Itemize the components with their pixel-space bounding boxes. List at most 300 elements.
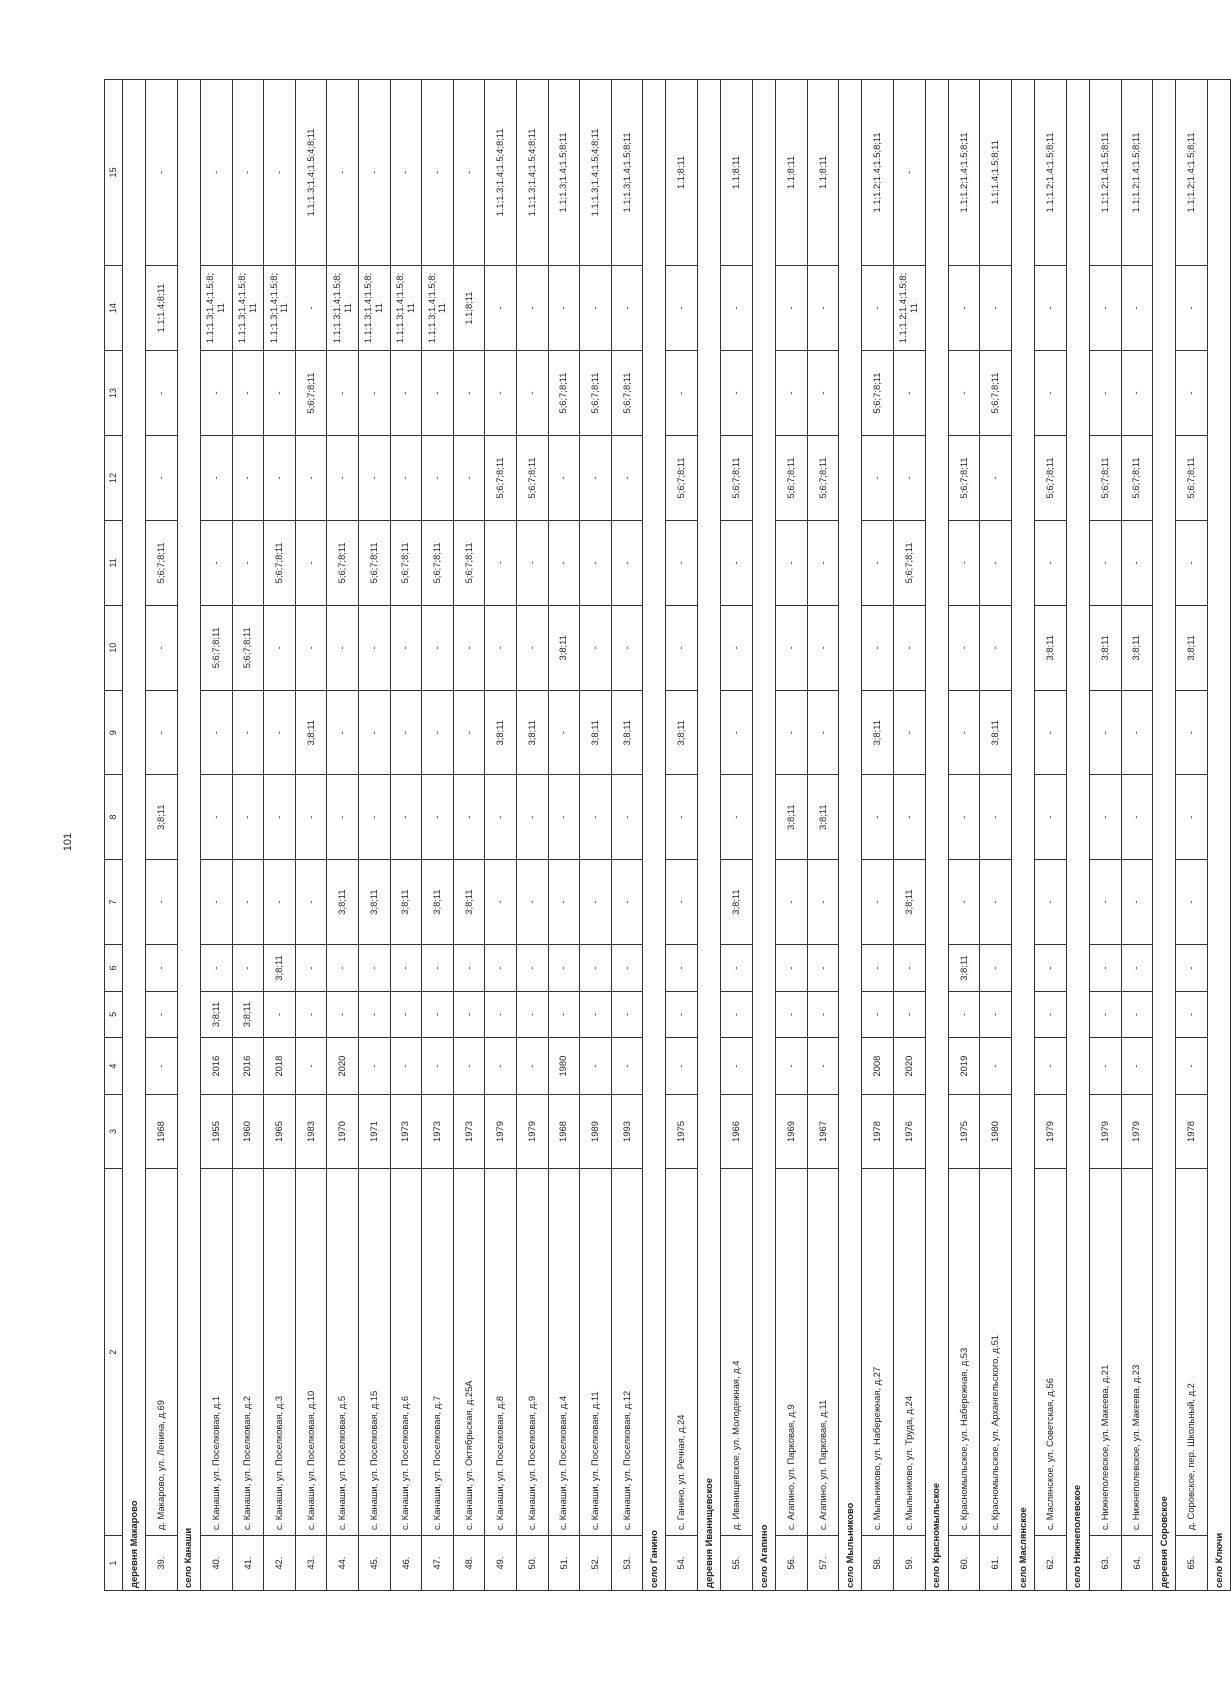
table-cell: 3;8;11	[611, 691, 643, 775]
settlement-name: село Канаши	[177, 80, 200, 1591]
table-cell: 1.1;1.2;1.4;1.5;8;11	[1121, 80, 1153, 266]
table-cell: 1.1;1.3;1.4;1.5;8;11	[611, 80, 643, 266]
settlement-group-row	[1153, 80, 1176, 1591]
table-cell: -	[1121, 859, 1153, 944]
table-cell: 1979	[1035, 1095, 1067, 1169]
address-cell: с. Канаши, ул. Октябрьская, д.25А	[453, 1168, 485, 1535]
table-cell: -	[776, 265, 808, 350]
row-number: 39.	[146, 1536, 178, 1591]
table-cell: 1968	[548, 1095, 580, 1169]
table-cell: 3;8;11	[666, 691, 698, 775]
table-cell: -	[146, 435, 178, 520]
table-cell: 5;6;7;8;11	[295, 351, 327, 435]
table-cell: -	[516, 265, 548, 350]
table-cell: -	[980, 945, 1012, 991]
table-cell: 5;6;7;8;11	[1121, 435, 1153, 520]
table-cell: -	[611, 775, 643, 859]
table-cell: -	[200, 945, 232, 991]
table-cell: -	[264, 80, 296, 266]
table-cell: -	[807, 521, 839, 605]
column-header: 1	[105, 1536, 123, 1591]
table-cell: -	[146, 691, 178, 775]
table-cell: 5;6;7;8;11	[485, 435, 517, 520]
table-cell: -	[980, 859, 1012, 944]
table-cell: -	[146, 945, 178, 991]
table-cell: 2008	[862, 1038, 894, 1095]
row-number: 62.	[1035, 1536, 1067, 1591]
table-cell: -	[611, 435, 643, 520]
table-cell: 5;6;7;8;11	[453, 521, 485, 605]
table-cell: -	[980, 521, 1012, 605]
table-cell: -	[1035, 265, 1067, 350]
table-cell: -	[894, 775, 926, 859]
table-cell: -	[894, 80, 926, 266]
table-cell: 1976	[894, 1095, 926, 1169]
settlement-group-row	[752, 80, 775, 1591]
table-cell: 1.1;1.3;1.4;1.5;8; 11	[422, 265, 454, 350]
table-row	[485, 80, 517, 1591]
table-cell: -	[1089, 521, 1121, 605]
table-cell: 1973	[422, 1095, 454, 1169]
table-cell: 3;8;11	[948, 945, 980, 991]
table-cell: 1967	[807, 1095, 839, 1169]
table-cell: -	[516, 859, 548, 944]
table-cell: -	[980, 991, 1012, 1037]
row-number: 50.	[516, 1536, 548, 1591]
table-cell: 1979	[516, 1095, 548, 1169]
table-cell: -	[232, 521, 264, 605]
settlement-group-row	[698, 80, 721, 1591]
table-cell: -	[580, 945, 612, 991]
row-number: 57.	[807, 1536, 839, 1591]
table-cell: -	[516, 351, 548, 435]
table-cell: -	[894, 991, 926, 1037]
table-cell: 1.1;1.2;1.4;1.5;8;11	[1176, 80, 1208, 266]
table-cell: 3;8;11	[390, 859, 422, 944]
table-cell: -	[666, 859, 698, 944]
table-cell: 1.1;1.2;1.4;1.5;8;11	[1035, 80, 1067, 266]
table-cell: -	[1176, 859, 1208, 944]
table-row	[807, 80, 839, 1591]
row-number: 45.	[358, 1536, 390, 1591]
address-cell: с. Мыльниково, ул. Набережная, д.27	[862, 1168, 894, 1535]
row-number: 47.	[422, 1536, 454, 1591]
table-cell: 1.1;1.3;1.4;1.5;4;8;11	[295, 80, 327, 266]
table-row	[611, 80, 643, 1591]
table-cell: -	[721, 265, 753, 350]
table-cell: -	[453, 1038, 485, 1095]
table-cell: 1979	[1089, 1095, 1121, 1169]
table-cell: -	[580, 859, 612, 944]
table-cell: -	[548, 691, 580, 775]
table-cell: 5;6;7;8;11	[327, 521, 359, 605]
table-cell: 3;8;11	[327, 859, 359, 944]
column-header: 15	[105, 80, 123, 266]
table-cell: -	[1089, 265, 1121, 350]
table-cell: 1968	[146, 1095, 178, 1169]
table-cell: -	[485, 945, 517, 991]
table-cell: -	[948, 521, 980, 605]
table-cell: -	[146, 351, 178, 435]
settlement-group-row	[123, 80, 146, 1591]
table-cell: -	[580, 775, 612, 859]
table-cell: -	[666, 605, 698, 690]
table-cell: -	[232, 80, 264, 266]
address-cell: с. Канаши, ул. Поселковая, д.10	[295, 1168, 327, 1535]
settlement-group-row	[643, 80, 666, 1591]
table-cell: -	[1035, 521, 1067, 605]
table-cell: 1970	[327, 1095, 359, 1169]
address-cell: с. Красномыльское, ул. Набережная, д.53	[948, 1168, 980, 1535]
table-cell: -	[721, 691, 753, 775]
table-cell: -	[807, 265, 839, 350]
table-cell: 3;8;11	[1035, 605, 1067, 690]
column-header: 12	[105, 435, 123, 520]
table-cell: -	[548, 265, 580, 350]
settlement-group-row	[1207, 80, 1230, 1591]
row-number: 48.	[453, 1536, 485, 1591]
column-header: 6	[105, 945, 123, 991]
table-cell: -	[611, 859, 643, 944]
table-cell: -	[1035, 775, 1067, 859]
table-cell: 1.1;1.3;1.4;1.5;4;8;11	[580, 80, 612, 266]
table-cell: 3;8;11	[721, 859, 753, 944]
row-number: 44.	[327, 1536, 359, 1591]
table-cell: -	[390, 945, 422, 991]
table-cell: -	[1176, 521, 1208, 605]
address-cell: с. Красномыльское, ул. Архангельского, д.51	[980, 1168, 1012, 1535]
column-header: 8	[105, 775, 123, 859]
column-header: 9	[105, 691, 123, 775]
column-header: 4	[105, 1038, 123, 1095]
row-number: 46.	[390, 1536, 422, 1591]
table-cell: 1979	[1121, 1095, 1153, 1169]
table-cell: -	[146, 859, 178, 944]
table-cell: 5;6;7;8;11	[580, 351, 612, 435]
table-cell: -	[611, 945, 643, 991]
table-cell: 1.1;1.3;1.4;1.5;8; 11	[232, 265, 264, 350]
row-number: 65.	[1176, 1536, 1208, 1591]
table-cell: 3;8;11	[1121, 605, 1153, 690]
table-cell: -	[453, 991, 485, 1037]
table-cell: -	[264, 691, 296, 775]
table-cell: -	[390, 435, 422, 520]
table-cell: -	[611, 1038, 643, 1095]
table-cell: -	[232, 351, 264, 435]
table-cell: -	[611, 521, 643, 605]
table-cell: -	[548, 991, 580, 1037]
table-cell: 2016	[200, 1038, 232, 1095]
table-cell: -	[327, 775, 359, 859]
table-cell: 2018	[264, 1038, 296, 1095]
table-cell: -	[1176, 691, 1208, 775]
table-cell: 5;6;7;8;11	[146, 521, 178, 605]
table-row	[721, 80, 753, 1591]
table-cell: -	[422, 991, 454, 1037]
row-number: 40.	[200, 1536, 232, 1591]
table-row	[453, 80, 485, 1591]
table-cell: -	[1121, 351, 1153, 435]
address-cell: д. Иванищевское, ул. Молодежная, д.4	[721, 1168, 753, 1535]
table-cell: -	[327, 991, 359, 1037]
table-cell: -	[548, 775, 580, 859]
table-cell: -	[485, 605, 517, 690]
table-cell: -	[327, 435, 359, 520]
table-cell: -	[146, 605, 178, 690]
table-cell: 5;6;7;8;11	[390, 521, 422, 605]
table-cell: -	[862, 605, 894, 690]
table-cell: -	[295, 1038, 327, 1095]
table-cell: -	[390, 80, 422, 266]
table-cell: -	[580, 265, 612, 350]
table-cell: -	[264, 991, 296, 1037]
table-cell: -	[580, 605, 612, 690]
table-cell: -	[948, 691, 980, 775]
table-cell: -	[1089, 991, 1121, 1037]
table-cell: 5;6;7;8;11	[200, 605, 232, 690]
table-cell: -	[1089, 1038, 1121, 1095]
table-cell: 1.1;1.2;1.4;1.5;8;11	[862, 80, 894, 266]
table-cell: -	[295, 605, 327, 690]
table-cell: -	[358, 945, 390, 991]
table-cell: 3;8;11	[807, 775, 839, 859]
table-cell: -	[666, 945, 698, 991]
table-body	[105, 80, 1231, 1591]
table-cell: -	[721, 351, 753, 435]
table-cell: -	[1035, 691, 1067, 775]
table-cell: -	[1121, 691, 1153, 775]
table-cell: -	[390, 351, 422, 435]
table-cell: 1.1;1.3;1.4;1.5;8; 11	[327, 265, 359, 350]
table-cell: -	[200, 435, 232, 520]
table-cell: -	[666, 1038, 698, 1095]
table-cell: 1.1;8;11	[721, 80, 753, 266]
table-cell: -	[295, 521, 327, 605]
table-cell: -	[200, 859, 232, 944]
table-cell: 3;8;11	[200, 991, 232, 1037]
table-cell: -	[1176, 991, 1208, 1037]
table-cell: -	[390, 991, 422, 1037]
table-row	[1176, 80, 1208, 1591]
address-cell: с. Канаши, ул. Поселковая, д.4	[548, 1168, 580, 1535]
table-cell: -	[1121, 265, 1153, 350]
table-cell: 3;8;11	[264, 945, 296, 991]
address-cell: с. Агапино, ул. Парковая, д.9	[776, 1168, 808, 1535]
table-cell: -	[358, 80, 390, 266]
table-cell: -	[862, 521, 894, 605]
table-cell: -	[611, 991, 643, 1037]
settlement-name: село Агапино	[752, 80, 775, 1591]
table-cell: -	[422, 775, 454, 859]
table-cell: 5;6;7;8;11	[358, 521, 390, 605]
table-cell: -	[862, 945, 894, 991]
address-cell: с. Канаши, ул. Поселковая, д.15	[358, 1168, 390, 1535]
table-cell: -	[1176, 351, 1208, 435]
table-cell: -	[948, 859, 980, 944]
table-cell: -	[1176, 775, 1208, 859]
column-header: 11	[105, 521, 123, 605]
table-cell: -	[862, 775, 894, 859]
table-cell: -	[807, 1038, 839, 1095]
table-cell: -	[948, 775, 980, 859]
table-cell: -	[776, 991, 808, 1037]
table-cell: -	[721, 521, 753, 605]
table-cell: -	[422, 351, 454, 435]
address-cell: с. Маслянское, ул. Советская, д.56	[1035, 1168, 1067, 1535]
row-number: 52.	[580, 1536, 612, 1591]
table-cell: 3;8;11	[358, 859, 390, 944]
table-cell: -	[295, 945, 327, 991]
table-cell: -	[358, 991, 390, 1037]
table-cell: 3;8;11	[980, 691, 1012, 775]
table-cell: -	[200, 351, 232, 435]
table-cell: -	[776, 351, 808, 435]
table-cell: -	[453, 691, 485, 775]
table-cell: -	[516, 521, 548, 605]
address-cell: с. Канаши, ул. Поселковая, д.2	[232, 1168, 264, 1535]
table-cell: 1.1;8;11	[666, 80, 698, 266]
table-cell: -	[453, 351, 485, 435]
table-cell: -	[807, 605, 839, 690]
table-cell: 5;6;7;8;11	[948, 435, 980, 520]
table-cell: 5;6;7;8;11	[721, 435, 753, 520]
table-cell: -	[422, 945, 454, 991]
table-cell: 5;6;7;8;11	[1089, 435, 1121, 520]
row-number: 43.	[295, 1536, 327, 1591]
table-cell: -	[232, 691, 264, 775]
table-cell: -	[232, 859, 264, 944]
table-cell: -	[390, 1038, 422, 1095]
table-cell: 5;6;7;8;11	[422, 521, 454, 605]
row-number: 41.	[232, 1536, 264, 1591]
address-cell: с. Канаши, ул. Поселковая, д.12	[611, 1168, 643, 1535]
table-cell: -	[894, 605, 926, 690]
table-cell: 5;6;7;8;11	[894, 521, 926, 605]
table-cell: -	[1121, 521, 1153, 605]
table-cell: -	[948, 991, 980, 1037]
table-cell: -	[721, 1038, 753, 1095]
table-cell: -	[862, 265, 894, 350]
table-cell: -	[721, 945, 753, 991]
table-cell: 3;8;11	[1176, 605, 1208, 690]
table-cell: -	[1121, 775, 1153, 859]
table-cell: -	[862, 859, 894, 944]
table-cell: -	[390, 775, 422, 859]
table-cell: -	[894, 435, 926, 520]
settlement-name: село Нижнеполевское	[1066, 80, 1089, 1591]
table-cell: -	[453, 775, 485, 859]
settlement-name: село Красномыльское	[925, 80, 948, 1591]
table-cell: 1969	[776, 1095, 808, 1169]
table-cell: -	[1035, 859, 1067, 944]
table-cell: -	[295, 775, 327, 859]
table-cell: -	[453, 435, 485, 520]
table-cell: 1989	[580, 1095, 612, 1169]
table-row	[948, 80, 980, 1591]
table-cell: -	[232, 435, 264, 520]
table-cell: -	[1089, 859, 1121, 944]
table-cell: -	[666, 521, 698, 605]
table-cell: 5;6;7;8;11	[1176, 435, 1208, 520]
table-cell: -	[980, 605, 1012, 690]
table-cell: -	[776, 945, 808, 991]
table-cell: 1.1;8;11	[776, 80, 808, 266]
table-cell: -	[1089, 945, 1121, 991]
table-cell: 1978	[862, 1095, 894, 1169]
settlement-group-row	[1011, 80, 1034, 1591]
table-cell: 2020	[327, 1038, 359, 1095]
table-cell: -	[548, 859, 580, 944]
row-number: 56.	[776, 1536, 808, 1591]
column-header: 13	[105, 351, 123, 435]
row-number: 63.	[1089, 1536, 1121, 1591]
table-cell: 1960	[232, 1095, 264, 1169]
table-cell: -	[485, 859, 517, 944]
table-cell: -	[295, 991, 327, 1037]
column-header: 2	[105, 1168, 123, 1535]
table-cell: -	[264, 775, 296, 859]
table-cell: -	[862, 435, 894, 520]
table-cell: -	[453, 945, 485, 991]
table-cell: -	[980, 775, 1012, 859]
row-number: 54.	[666, 1536, 698, 1591]
row-number: 60.	[948, 1536, 980, 1591]
table-cell: -	[776, 521, 808, 605]
table-cell: 3;8;11	[485, 691, 517, 775]
table-cell: -	[200, 80, 232, 266]
table-cell: 3;8;11	[548, 605, 580, 690]
table-cell: -	[264, 605, 296, 690]
table-cell: 3;8;11	[453, 859, 485, 944]
table-cell: -	[548, 945, 580, 991]
table-cell: 1955	[200, 1095, 232, 1169]
table-cell: -	[422, 80, 454, 266]
table-cell: 1980	[980, 1095, 1012, 1169]
table-cell: 5;6;7;8;11	[862, 351, 894, 435]
table-cell: 1965	[264, 1095, 296, 1169]
table-cell: 1.1;1.2;1.4;1.5;8;11	[1089, 80, 1121, 266]
column-header: 3	[105, 1095, 123, 1169]
table-cell: -	[611, 265, 643, 350]
table-cell: -	[327, 605, 359, 690]
table-cell: -	[358, 691, 390, 775]
table-cell: -	[948, 351, 980, 435]
table-cell: 1.1;1.2;1.4;1.5;8;11	[948, 80, 980, 266]
table-cell: 1979	[485, 1095, 517, 1169]
table-cell: 5;6;7;8;11	[666, 435, 698, 520]
table-cell: -	[453, 605, 485, 690]
row-number: 53.	[611, 1536, 643, 1591]
table-cell: -	[516, 945, 548, 991]
address-cell: с. Агапино, ул. Парковая, д.11	[807, 1168, 839, 1535]
row-number: 49.	[485, 1536, 517, 1591]
table-cell: 1966	[721, 1095, 753, 1169]
settlement-name: деревня Соровское	[1153, 80, 1176, 1591]
column-header: 5	[105, 991, 123, 1037]
address-cell: с. Канаши, ул. Поселковая, д.11	[580, 1168, 612, 1535]
table-cell: -	[980, 1038, 1012, 1095]
table-cell: -	[200, 521, 232, 605]
table-cell: -	[666, 351, 698, 435]
table-row	[200, 80, 232, 1591]
rotated-table-container	[104, 79, 1224, 1591]
table-cell: -	[485, 265, 517, 350]
table-cell: 3;8;11	[894, 859, 926, 944]
settlement-name: село Маслянское	[1011, 80, 1034, 1591]
table-cell: -	[516, 775, 548, 859]
table-cell: -	[422, 691, 454, 775]
settlement-name: село Ганино	[643, 80, 666, 1591]
